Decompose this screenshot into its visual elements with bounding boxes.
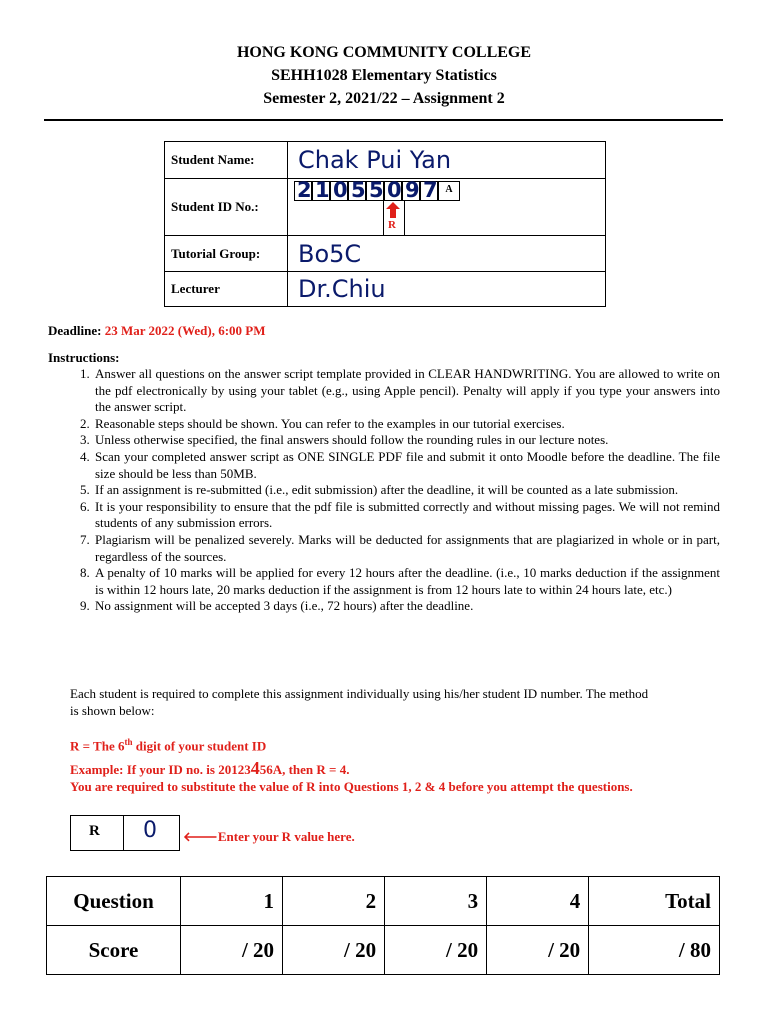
question-number: 4 — [487, 877, 589, 926]
student-id-digit: 9 — [405, 178, 420, 202]
instructions-list — [48, 366, 720, 615]
instruction-item: 3. Unless otherwise specified, the final answers should follow the rounding rules in our lecture notes. — [93, 432, 720, 449]
r-rule-example: Example: If your ID no. is 20123456A, then R = 4. — [70, 758, 350, 778]
instruction-item: 2. Reasonable steps should be shown. You can refer to the examples in our tutorial exercises. — [93, 416, 720, 433]
institution-title: HONG KONG COMMUNITY COLLEGE — [236, 44, 532, 61]
question-number: 2 — [283, 877, 385, 926]
question-number: 1 — [181, 877, 283, 926]
instruction-item: 9. No assignment will be accepted 3 days (i.e., 72 hours) after the deadline. — [93, 598, 720, 615]
student-id-digit: 7 — [423, 178, 438, 202]
header-divider — [44, 119, 723, 121]
assignment-title: Semester 2, 2021/22 – Assignment 2 — [263, 90, 505, 107]
question-header: Question — [47, 877, 181, 926]
student-id-digit: 1 — [315, 178, 330, 202]
score-table-score-row — [47, 926, 720, 975]
score-cell[interactable]: / 20 — [283, 926, 385, 975]
r-rule-instruction: You are required to substitute the value of R into Questions 1, 2 & 4 before you attempt the questions. — [70, 779, 633, 794]
lecturer-field[interactable]: Dr.Chiu — [288, 272, 606, 307]
method-paragraph: Each student is required to complete this assignment individually using his/her student ID number. The method is shown below: — [70, 686, 649, 718]
score-table — [46, 876, 720, 975]
student-id-field[interactable] — [288, 179, 606, 236]
r-digit-marker: R — [388, 219, 396, 231]
r-value-label: R — [89, 823, 100, 839]
student-id-digit: 5 — [351, 178, 366, 202]
student-id-suffix-box: A — [438, 181, 460, 201]
instructions-title: Instructions: — [48, 350, 120, 365]
instruction-item: 5. If an assignment is re-submitted (i.e., edit submission) after the deadline, it will be counted as a late submission. — [93, 482, 720, 499]
instruction-item: 8. A penalty of 10 marks will be applied for every 12 hours after the deadline. (i.e., 10 marks deduction if the assignment is within 12 hours late, 20 marks deduction if the assignment is from 12 hours late to within 24 hours late, etc.) — [93, 565, 720, 598]
student-info-table — [164, 141, 606, 307]
score-header: Score — [47, 926, 181, 975]
score-cell[interactable]: / 20 — [487, 926, 589, 975]
total-score-cell[interactable]: / 80 — [589, 926, 720, 975]
instruction-item: 1. Answer all questions on the answer script template provided in CLEAR HANDWRITING. You are allowed to write on the pdf electronically by using your tablet (e.g., using Apple pencil). Penalty will apply if you type your answers into the answer script. — [93, 366, 720, 416]
student-name-field[interactable]: Chak Pui Yan — [288, 142, 606, 179]
student-id-digit: 0 — [333, 178, 348, 202]
left-arrow-icon: 🡐 — [183, 829, 218, 844]
student-id-label: Student ID No.: — [165, 179, 288, 236]
student-id-digit: 5 — [369, 178, 384, 202]
deadline-label: Deadline: — [48, 323, 102, 338]
deadline-value: 23 Mar 2022 (Wed), 6:00 PM — [104, 323, 266, 338]
student-id-boxes — [288, 179, 605, 235]
instruction-item: 7. Plagiarism will be penalized severely. Marks will be deducted for assignments that are plagiarized in whole or in part, regardless of the sources. — [93, 532, 720, 565]
student-id-digit: 2 — [297, 178, 312, 202]
instruction-item: 6. It is your responsibility to ensure that the pdf file is submitted correctly and without missing pages. We will not remind students of any submission errors. — [93, 499, 720, 532]
r-rule-definition: R = The 6th digit of your student ID — [70, 737, 267, 754]
course-title: SEHH1028 Elementary Statistics — [271, 67, 497, 84]
tutorial-group-field[interactable]: Bo5C — [288, 236, 606, 272]
score-cell[interactable]: / 20 — [181, 926, 283, 975]
r-value-hint: 🡐Enter your R value here. — [183, 829, 355, 844]
instruction-item: 4. Scan your completed answer script as ONE SINGLE PDF file and submit it onto Moodle before the deadline. The file size should be less than 50MB. — [93, 449, 720, 482]
score-table-question-row — [47, 877, 720, 926]
total-header: Total — [589, 877, 720, 926]
deadline — [48, 323, 266, 339]
question-number: 3 — [385, 877, 487, 926]
r-value-box — [70, 815, 180, 851]
tutorial-group-label: Tutorial Group: — [165, 236, 288, 272]
student-id-digit: 0 — [387, 178, 402, 202]
student-name-label: Student Name: — [165, 142, 288, 179]
r-value-field[interactable]: 0 — [143, 818, 157, 843]
lecturer-label: Lecturer — [165, 272, 288, 307]
score-cell[interactable]: / 20 — [385, 926, 487, 975]
